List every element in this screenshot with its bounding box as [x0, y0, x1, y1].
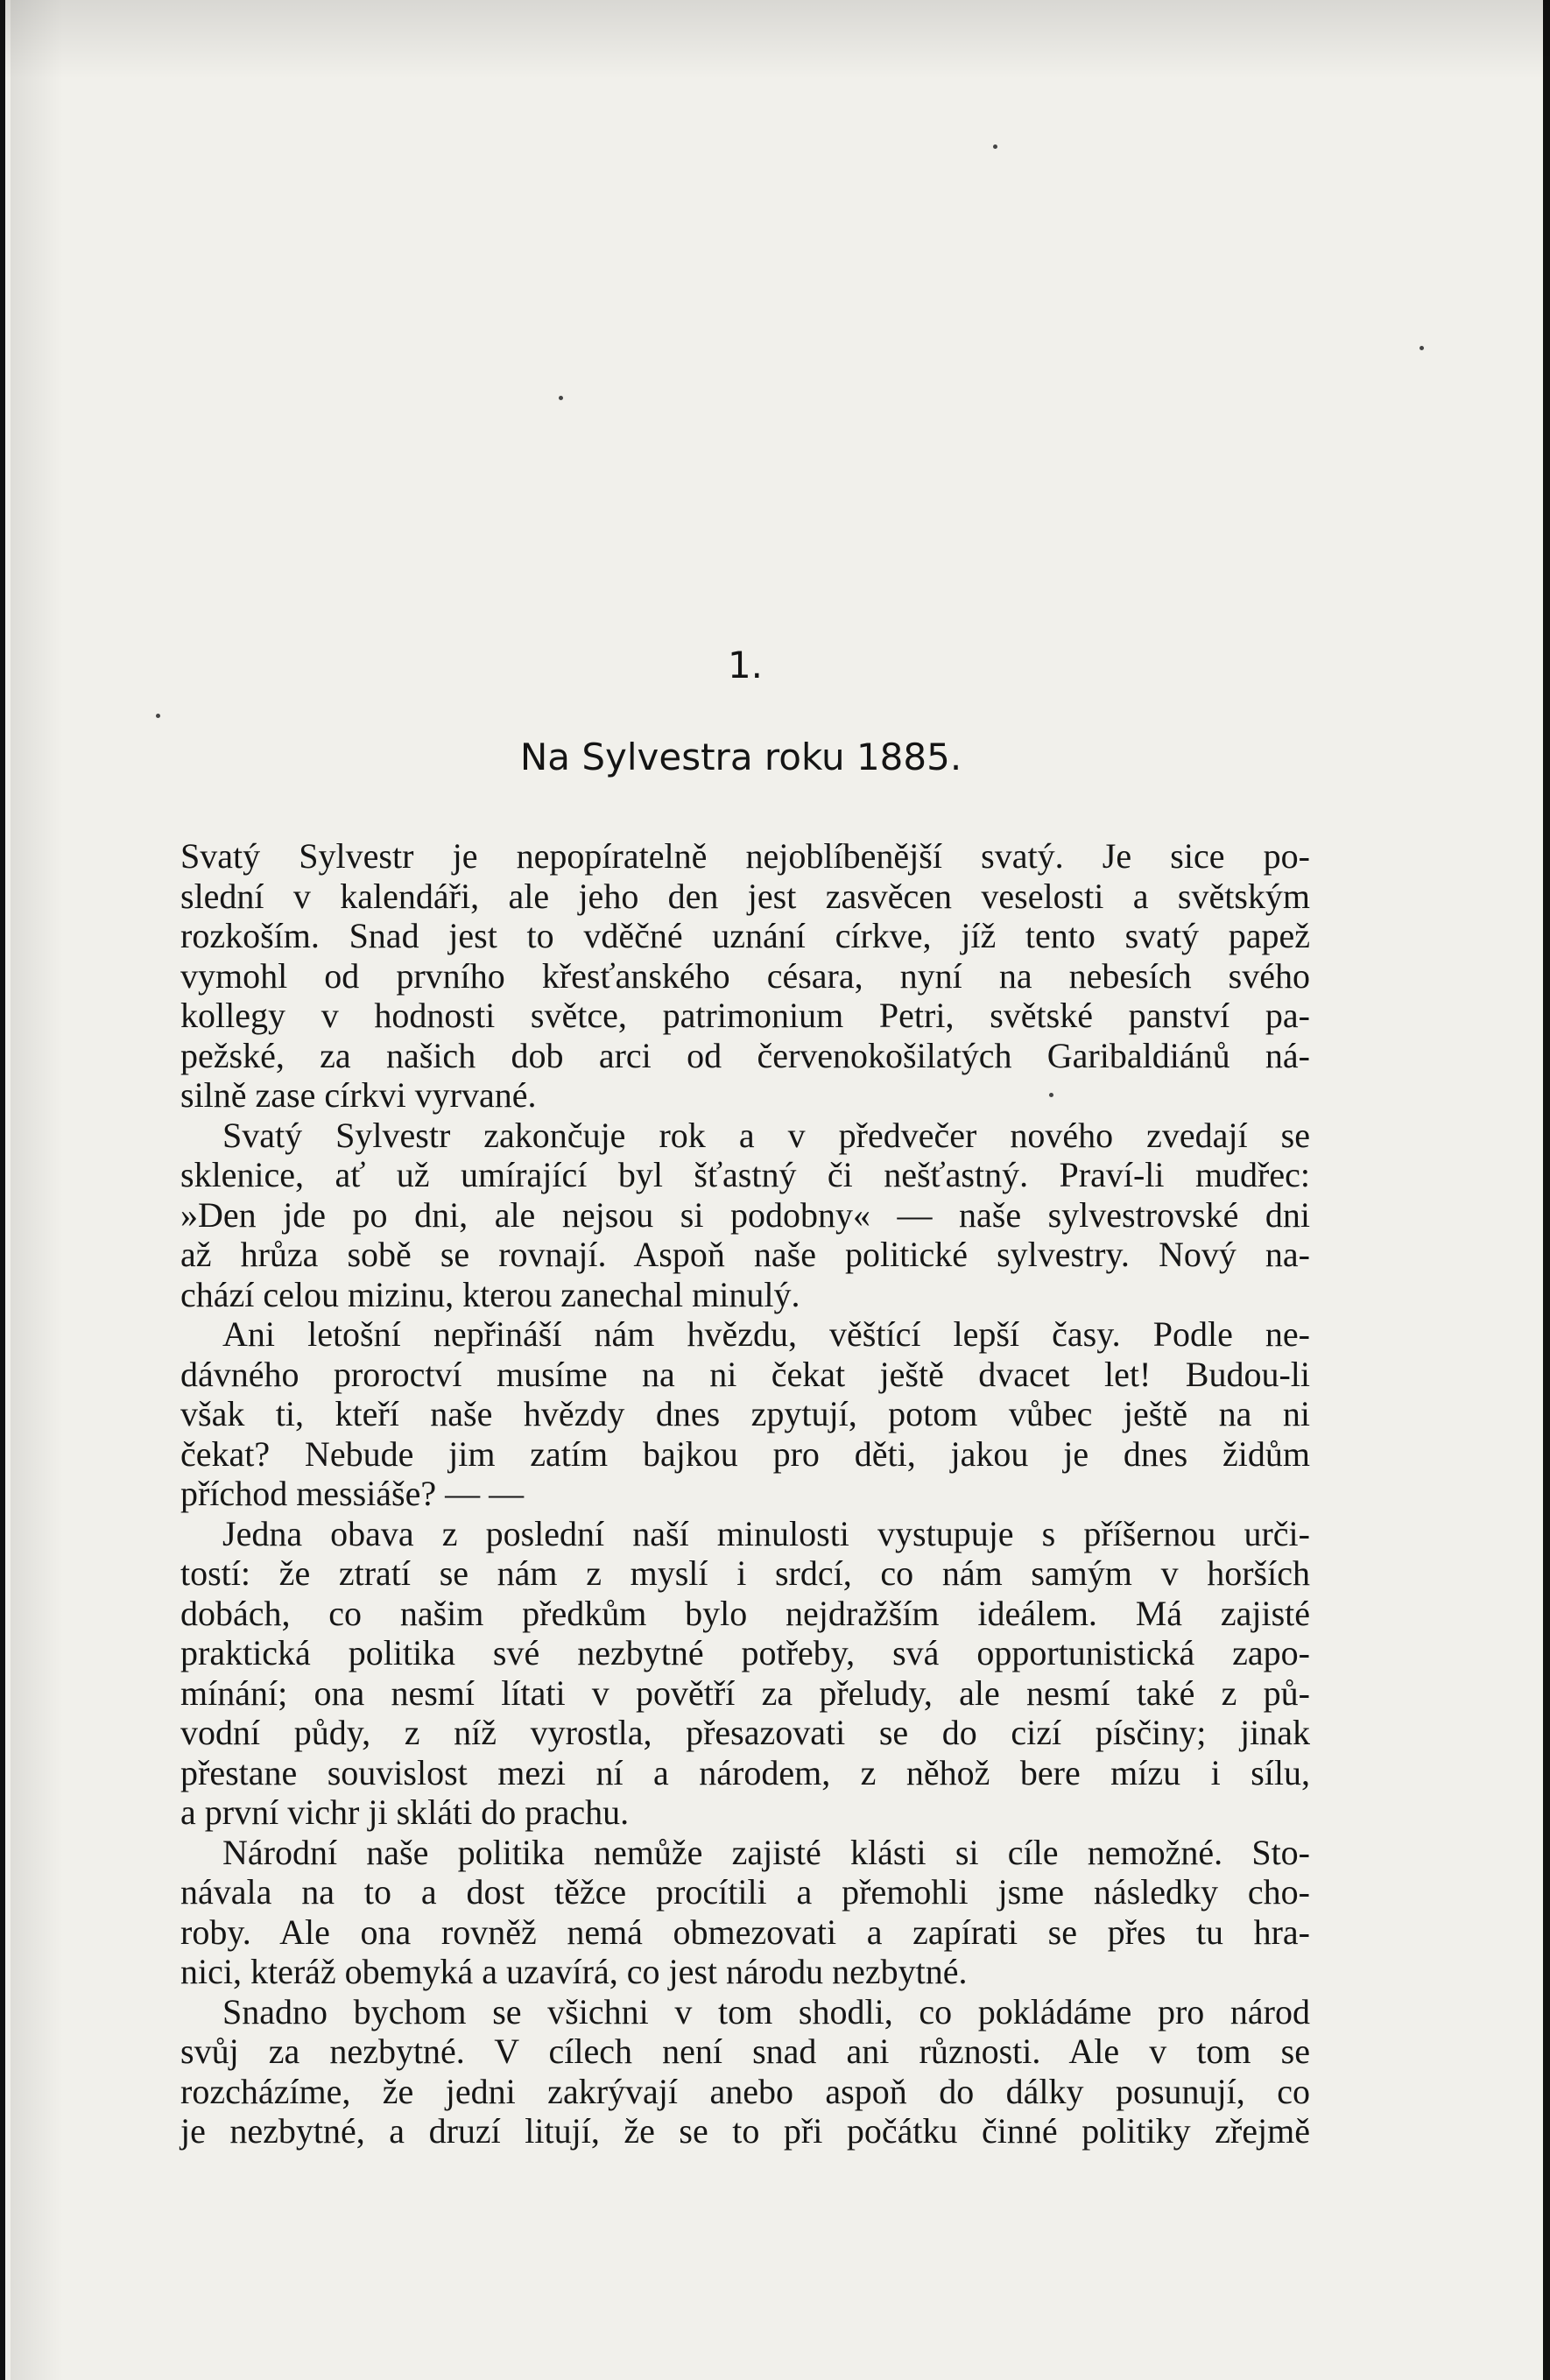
text-line: pežské, za našich dob arci od červenokošilatých Garibaldiánů ná- [180, 1035, 1310, 1075]
text-line: mínání; ona nesmí lítati v povětří za přeludy, ale nesmí také z pů- [180, 1672, 1310, 1713]
text-line: návala na to a dost těžce procítili a přemohli jsme následky cho- [180, 1872, 1310, 1912]
text-line: praktická politika své nezbytné potřeby, svá opportunistická zapo- [180, 1633, 1310, 1672]
text-line: a první vichr ji skláti do prachu. [180, 1792, 630, 1832]
scan-shadow-left [11, 0, 63, 2380]
text-line: Ani letošní nepřináší nám hvězdu, věštící lepší časy. Podle ne- [222, 1314, 1310, 1354]
text-line: »Den jde po dni, ale nejsou si podobny« — naše sylvestrovské dni [180, 1194, 1310, 1235]
scan-speck [993, 144, 997, 149]
chapter-number: 1. [727, 644, 764, 687]
text-line: svůj za nezbytné. V cílech není snad ani různosti. Ale v tom se [180, 2031, 1310, 2071]
text-line: příchod messiáše? — — [180, 1474, 525, 1513]
text-line: až hrůza sobě se rovnají. Aspoň naše politické sylvestry. Nový na- [180, 1235, 1310, 1274]
text-line: tostí: že ztratí se nám z myslí i srdcí, co nám samým v horších [180, 1553, 1310, 1593]
text-line: silně zase církvi vyrvané. [180, 1075, 537, 1115]
text-line: rozcházíme, že jedni zakrývají anebo aspoň do dálky posunují, co [180, 2071, 1310, 2111]
text-line: roby. Ale ona rovněž nemá obmezovati a zapírati se přes tu hra- [180, 1912, 1310, 1952]
text-line: dobách, co našim předkům bylo nejdražším ideálem. Má zajisté [180, 1593, 1310, 1633]
text-line: slední v kalendáři, ale jeho den jest zasvěcen veselosti a světským [180, 876, 1310, 916]
text-line: vymohl od prvního křesťanského césara, nyní na nebesích svého [180, 955, 1310, 996]
text-line: přestane souvislost mezi ní a národem, z něhož bere mízu i sílu, [180, 1752, 1310, 1792]
text-line: Snadno bychom se všichni v tom shodli, co pokládáme pro národ [222, 1991, 1310, 2031]
text-line: Jedna obava z poslední naší minulosti vystupuje s příšernou urči- [222, 1513, 1310, 1553]
text-line: Svatý Sylvestr zakončuje rok a v předvečer nového zvedají se [222, 1115, 1310, 1155]
text-line: však ti, kteří naše hvězdy dnes zpytují, potom vůbec ještě na ni [180, 1394, 1310, 1433]
text-line: čekat? Nebude jim zatím bajkou pro děti, jakou je dnes židům [180, 1433, 1310, 1474]
scan-speck [156, 714, 160, 718]
text-line: Národní naše politika nemůže zajisté klásti si cíle nemožné. Sto- [222, 1832, 1310, 1872]
chapter-title: Na Sylvestra roku 1885. [519, 736, 962, 778]
text-line: vodní půdy, z níž vyrostla, přesazovati se do cizí písčiny; jinak [180, 1713, 1310, 1752]
text-line: chází celou mizinu, kterou zanechal minulý. [180, 1274, 800, 1314]
text-line: dávného proroctví musíme na ni čekat ještě dvacet let! Budou-li [180, 1354, 1310, 1394]
text-line: Svatý Sylvestr je nepopíratelně nejoblíbenější svatý. Je sice po- [180, 836, 1310, 876]
body-text [180, 836, 1310, 2151]
text-line: je nezbytné, a druzí litují, že se to při počátku činné politiky zřejmě [180, 2111, 1310, 2151]
scan-speck [1420, 346, 1424, 350]
scan-shadow-top [5, 0, 1550, 79]
text-line: kollegy v hodnosti světce, patrimonium Petri, světské panství pa- [180, 996, 1310, 1035]
text-line: rozkoším. Snad jest to vděčné uznání církve, jíž tento svatý papež [180, 916, 1310, 955]
text-line: nici, kteráž obemyká a uzavírá, co jest národu nezbytné. [180, 1952, 968, 1991]
scan-speck [559, 396, 563, 400]
text-line: sklenice, ať už umírající byl šťastný či nešťastný. Praví-li mudřec: [180, 1155, 1310, 1194]
